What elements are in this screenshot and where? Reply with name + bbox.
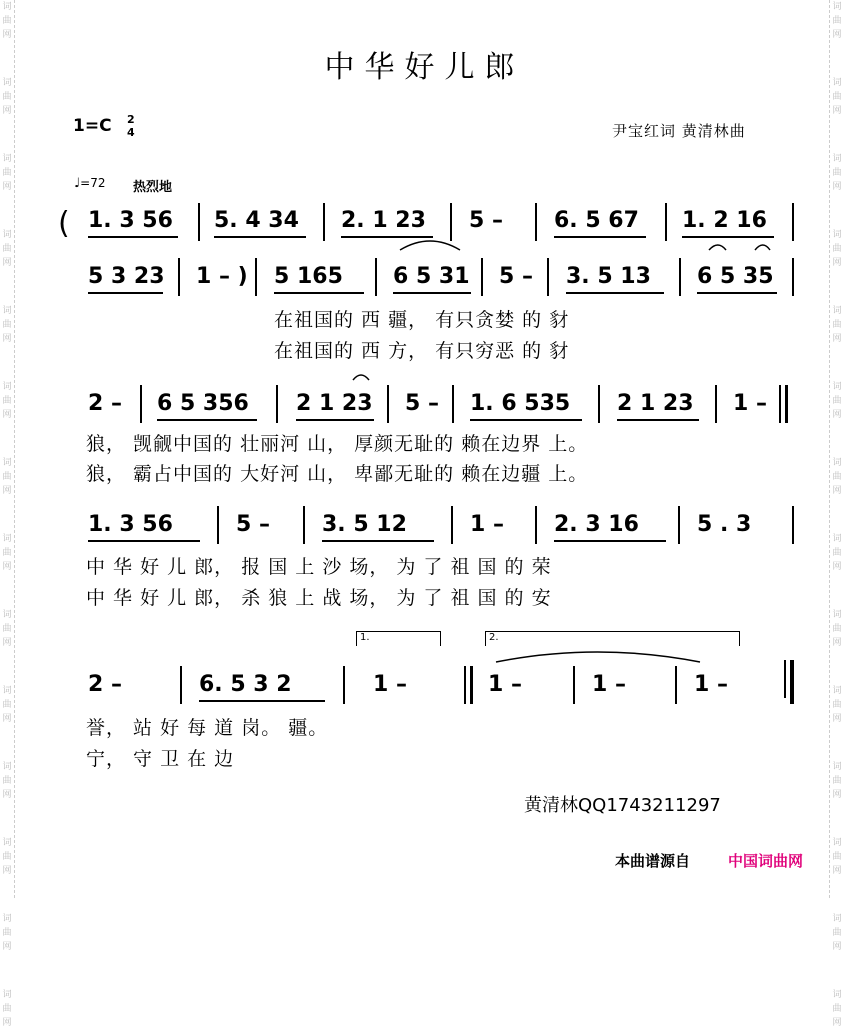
watermark-char: 曲 [832, 928, 842, 938]
measure: 5 – [469, 208, 503, 233]
arranger-signature: 黄清林QQ1743211297 [524, 795, 721, 816]
watermark-char: 曲 [2, 396, 12, 406]
fermata [353, 375, 369, 380]
watermark-char: 词 [832, 610, 842, 620]
watermark-char: 词 [832, 458, 842, 468]
watermark-char: 词 [2, 382, 12, 392]
watermark-char: 词 [2, 458, 12, 468]
watermark-char: 词 [832, 762, 842, 772]
watermark-char: 曲 [832, 852, 842, 862]
measure: 6 5 356 [157, 391, 249, 416]
measure: 5 – [236, 512, 270, 537]
watermark-char: 曲 [832, 16, 842, 26]
measure: 6 5 35 [697, 264, 774, 289]
watermark-char: 网 [832, 714, 842, 724]
watermark-char: 词 [832, 990, 842, 1000]
measure: 5 – [499, 264, 533, 289]
measure: 5 . 3 [697, 512, 752, 537]
watermark-char: 曲 [832, 548, 842, 558]
measure: 6. 5 3 2 [199, 672, 292, 697]
watermark-char: 曲 [2, 16, 12, 26]
lyrics-verse-1: 在祖国的 西 疆， 有只贪婪 的 豺 [274, 309, 570, 331]
credits: 尹宝红词 黄清林曲 [612, 122, 746, 140]
watermark-char: 词 [832, 382, 842, 392]
watermark-char: 曲 [832, 776, 842, 786]
watermark-char: 词 [832, 686, 842, 696]
slur [709, 245, 726, 250]
watermark-char: 曲 [2, 92, 12, 102]
watermark-char: 网 [832, 30, 842, 40]
source-label: 本曲谱源自 [615, 852, 691, 870]
watermark-group [830, 988, 844, 1030]
measure: 1 – [592, 672, 626, 697]
measure: 3. 5 13 [566, 264, 651, 289]
measure: 3. 5 12 [322, 512, 407, 537]
watermark-char: 词 [832, 154, 842, 164]
watermark-char: 网 [2, 182, 12, 192]
slur [755, 245, 770, 250]
watermark-char: 网 [2, 638, 12, 648]
measure: 1 – [470, 512, 504, 537]
tempo-value: =72 [80, 176, 106, 190]
measure: 1 – ) [196, 264, 248, 289]
watermark-char: 网 [2, 410, 12, 420]
watermark-char: 网 [832, 258, 842, 268]
song-title: 中华好儿郎 [324, 50, 525, 85]
lyrics-verse-2: 狼， 霸占中国的 大好河 山， 卑鄙无耻的 赖在边疆 上。 [86, 463, 589, 485]
watermark-char: 词 [832, 534, 842, 544]
watermark-char: 词 [2, 914, 12, 924]
watermark-char: 网 [2, 30, 12, 40]
measure: 2 – [88, 391, 122, 416]
watermark-char: 词 [832, 306, 842, 316]
watermark-char: 词 [832, 78, 842, 88]
watermark-char: 网 [832, 790, 842, 800]
watermark-group [0, 988, 14, 1030]
watermark-char: 网 [832, 942, 842, 952]
watermark-char: 词 [2, 990, 12, 1000]
measure: 2 1 23 [296, 391, 373, 416]
watermark-char: 曲 [832, 700, 842, 710]
watermark-char: 曲 [2, 244, 12, 254]
watermark-char: 曲 [832, 244, 842, 254]
measure: 1 – [733, 391, 767, 416]
lyrics-verse-2: 中 华 好 儿 郎， 杀 狼 上 战 场， 为 了 祖 国 的 安 [86, 587, 552, 609]
measure: 1. 2 16 [682, 208, 767, 233]
watermark-char: 曲 [2, 472, 12, 482]
watermark-char: 网 [2, 1018, 12, 1028]
measure: 6. 5 67 [554, 208, 639, 233]
watermark-char: 网 [2, 790, 12, 800]
watermark-char: 网 [832, 1018, 842, 1028]
watermark-char: 网 [2, 486, 12, 496]
measure: 5 3 23 [88, 264, 165, 289]
lyrics-verse-1: 狼， 觊觎中国的 壮丽河 山， 厚颜无耻的 赖在边界 上。 [86, 433, 589, 455]
watermark-char: 网 [2, 942, 12, 952]
watermark-char: 曲 [2, 776, 12, 786]
watermark-char: 曲 [832, 1004, 842, 1014]
measure: 1. 3 56 [88, 208, 173, 233]
lyrics-verse-2: 在祖国的 西 方， 有只穷恶 的 豺 [274, 340, 570, 362]
watermark-char: 曲 [2, 700, 12, 710]
watermark-char: 网 [832, 638, 842, 648]
opening-parenthesis: ( [58, 206, 70, 241]
watermark-char: 曲 [2, 320, 12, 330]
watermark-char: 词 [2, 306, 12, 316]
watermark-char: 词 [2, 78, 12, 88]
watermark-char: 曲 [832, 472, 842, 482]
watermark-group [830, 912, 844, 954]
watermark-char: 词 [2, 230, 12, 240]
first-ending-bracket: 1. [356, 631, 441, 646]
watermark-char: 曲 [2, 928, 12, 938]
watermark-char: 曲 [832, 624, 842, 634]
watermark-char: 网 [2, 562, 12, 572]
expression-marking: 热烈地 [133, 180, 173, 195]
time-signature-top: 2 [127, 113, 135, 126]
measure: 1 – [488, 672, 522, 697]
slur [400, 241, 460, 250]
tie [496, 652, 700, 662]
watermark-char: 网 [2, 334, 12, 344]
quarter-note-icon: ♩ [74, 176, 81, 191]
watermark-char: 曲 [2, 852, 12, 862]
watermark-char: 网 [2, 258, 12, 268]
watermark-char: 词 [2, 686, 12, 696]
watermark-char: 曲 [832, 168, 842, 178]
watermark-char: 网 [2, 866, 12, 876]
lyrics-verse-2: 宁， 守 卫 在 边 [86, 748, 235, 770]
lyrics-verse-1: 誉， 站 好 每 道 岗。 疆。 [86, 717, 329, 739]
measure: 1 – [694, 672, 728, 697]
watermark-char: 词 [2, 838, 12, 848]
watermark-char: 词 [832, 914, 842, 924]
measure: 2. 3 16 [554, 512, 639, 537]
watermark-char: 曲 [832, 320, 842, 330]
second-ending-bracket: 2. [485, 631, 740, 646]
measure: 1. 3 56 [88, 512, 173, 537]
watermark-char: 网 [832, 182, 842, 192]
watermark-char: 曲 [832, 396, 842, 406]
lyrics-verse-1: 中 华 好 儿 郎， 报 国 上 沙 场， 为 了 祖 国 的 荣 [86, 556, 552, 578]
watermark-char: 网 [832, 106, 842, 116]
measure: 5. 4 34 [214, 208, 299, 233]
watermark-char: 曲 [2, 168, 12, 178]
measure: 1 – [373, 672, 407, 697]
watermark-group [0, 912, 14, 954]
measure: 5 – [405, 391, 439, 416]
measure: 5 165 [274, 264, 343, 289]
source-site-link[interactable]: 中国词曲网 [728, 852, 804, 870]
watermark-char: 词 [2, 2, 12, 12]
watermark-char: 词 [2, 762, 12, 772]
watermark-char: 曲 [2, 1004, 12, 1014]
key-signature: 1=C [73, 116, 112, 136]
watermark-char: 曲 [2, 548, 12, 558]
watermark-char: 曲 [2, 624, 12, 634]
watermark-char: 词 [832, 230, 842, 240]
watermark-char: 网 [2, 714, 12, 724]
watermark-char: 网 [832, 562, 842, 572]
watermark-char: 网 [832, 334, 842, 344]
watermark-char: 网 [832, 866, 842, 876]
measure: 6 5 31 [393, 264, 470, 289]
measure: 2 – [88, 672, 122, 697]
watermark-char: 曲 [832, 92, 842, 102]
watermark-char: 词 [832, 838, 842, 848]
time-signature-bottom: 4 [127, 126, 135, 139]
measure: 2 1 23 [617, 391, 694, 416]
watermark-char: 网 [832, 486, 842, 496]
watermark-char: 网 [2, 106, 12, 116]
watermark-char: 网 [832, 410, 842, 420]
watermark-char: 词 [2, 534, 12, 544]
measure: 1. 6 535 [470, 391, 571, 416]
watermark-char: 词 [832, 2, 842, 12]
watermark-char: 词 [2, 610, 12, 620]
measure: 2. 1 23 [341, 208, 426, 233]
watermark-char: 词 [2, 154, 12, 164]
